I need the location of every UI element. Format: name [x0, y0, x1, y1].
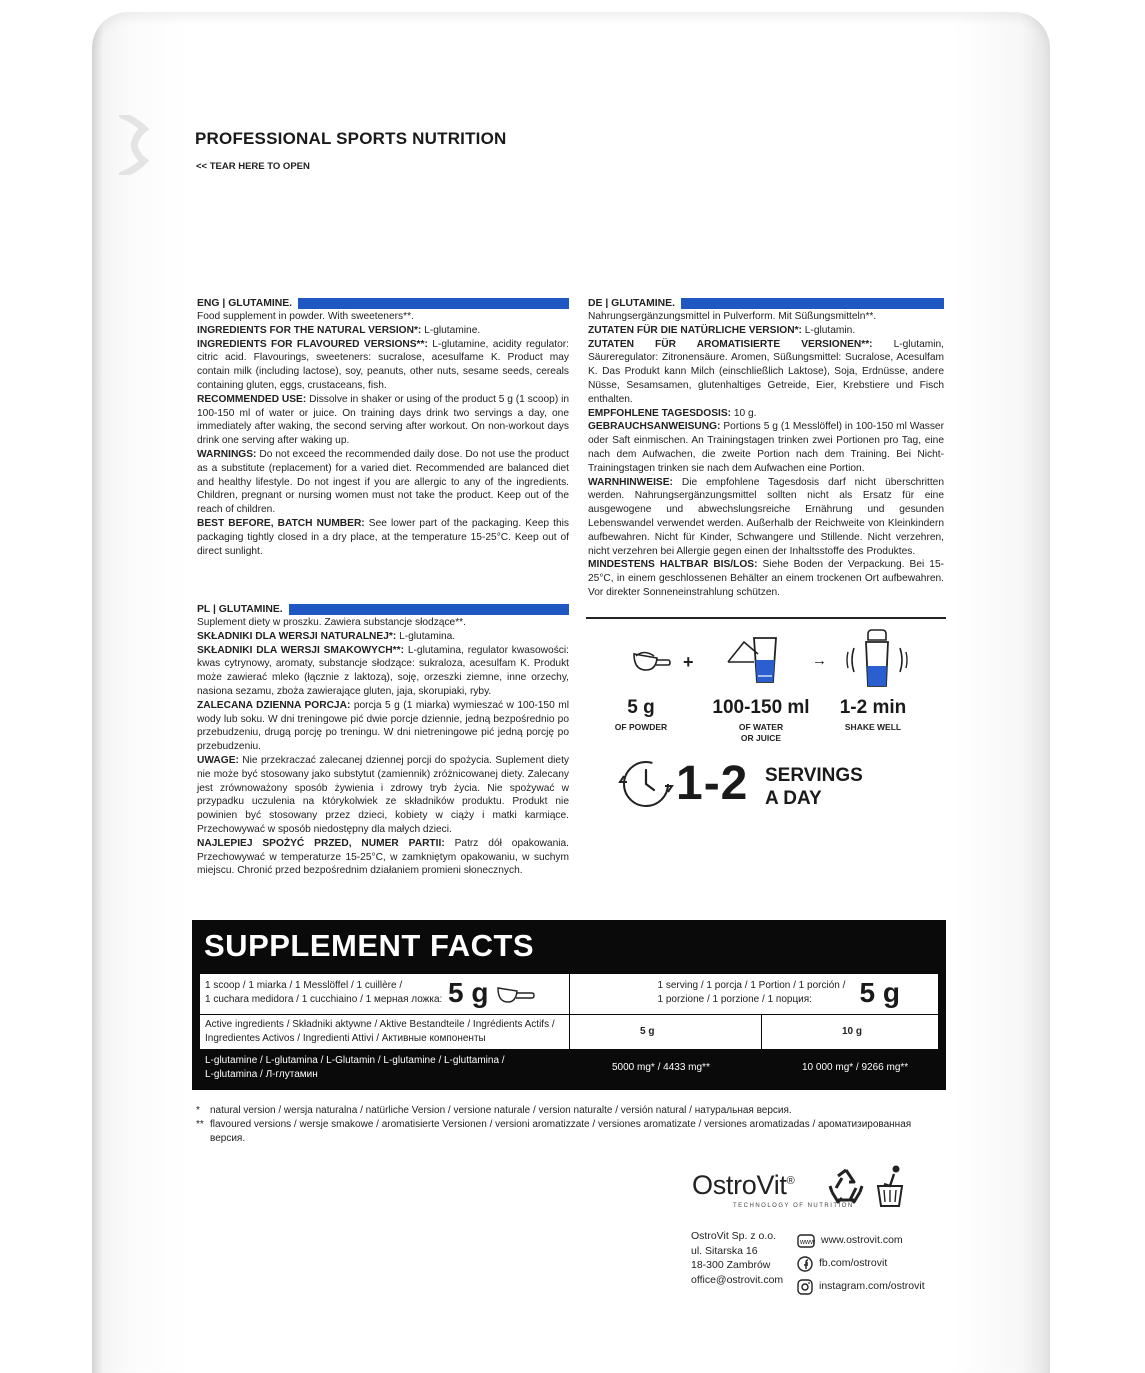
pl-use-label: ZALECANA DZIENNA PORCJA: [197, 699, 351, 711]
accent-bar [298, 298, 569, 309]
pl-best-label: NAJLEPIEJ SPOŻYĆ PRZED, NUMER PARTII: [197, 837, 445, 849]
eng-best-text: See lower part of the packaging. Keep this packaging tightly closed in a dry place, at the temperature 15-25°C. Keep out of direct sunlight. [197, 517, 569, 557]
clock-icon [618, 756, 674, 812]
recycle-icon [826, 1166, 866, 1206]
tear-notch-icon [116, 115, 156, 175]
facebook-row [797, 1252, 925, 1275]
pl-nat-label: SKŁADNIKI DLA WERSJI NATURALNEJ*: [197, 630, 397, 642]
facts-title: SUPPLEMENT FACTS [204, 928, 535, 963]
eng-nat-text: L-glutamine. [421, 324, 481, 336]
bin-icon [872, 1164, 908, 1208]
address-line3: 18-300 Zambrów [691, 1259, 771, 1271]
pl-warn-label: UWAGE: [197, 754, 239, 766]
powder-amount: 5 g [627, 697, 655, 718]
arrow-sign: → [812, 652, 827, 669]
glut-value-daily: 10 000 mg* / 9266 mg** [802, 1062, 909, 1073]
water-caption-line1: OF WATER [738, 722, 784, 732]
eng-warn-label: WARNINGS: [197, 448, 257, 460]
de-best-label: MINDESTENS HALTBAR BIS/LOS: [588, 559, 758, 571]
scoop-line1: 1 scoop / 1 miarka / 1 Messlöffel / 1 cuillère / [205, 980, 403, 991]
accent-bar [289, 604, 569, 615]
servings-line1: SERVINGS [765, 765, 863, 786]
de-fl-label: ZUTATEN FÜR AROMATISIERTE VERSIONEN**: [588, 338, 873, 350]
de-best-text: Siehe Boden der Verpackung. Bei 15-25°C, in einem geschlossenen Behälter an einem trockenen Ort aufbewahren. Vor direkter Sonneneinstrahlung schützen. [588, 559, 944, 598]
de-fl-text: L-glutamin, Säureregulator: Zitronensäure. Aromen, Süßungsmittel: Sucralose, Acesulfam K. Das Produkt kann Milch (einschließlich Laktose), Soja, Erdnüsse, andere Nüsse, Sesamsamen, glutenhaltiges Getreide, Eier, Krebstiere und Fisch enthalten. [588, 338, 944, 405]
pl-use-text: porcja 5 g (1 miarka) wymieszać w 100-150 ml wody lub soku. W dni treningowe pić dwie porcje dziennie, jedną bezpośrednio po przebudzeniu, drugą porcję po treningu. W dni nietreningowe pić jedną porcję po przebudzeniu. [197, 699, 569, 753]
col1-head: 5 g [640, 1026, 655, 1037]
address-line1: OstroVit Sp. z o.o. [691, 1230, 777, 1242]
scoop-value: 5 g [448, 977, 489, 1008]
pl-nat-text: L-glutamina. [396, 630, 456, 642]
serving-value: 5 g [859, 977, 900, 1008]
serving-line2: 1 porzione / 1 porzione / 1 порция: [657, 994, 812, 1005]
pl-fl-label: SKŁADNIKI DLA WERSJI SMAKOWYCH**: [197, 644, 404, 656]
eng-warn-text: Do not exceed the recommended daily dose. Do not use the product as a substitute (replacement) for a varied diet. Recommended are balanced diet and healthy lifestyle. Do not ingest if you are allergic to any of the ingredients. Children, pregnant or nursing women must not take the product. Keep out of the reach of children. [197, 448, 569, 516]
logo-registered: ® [786, 1175, 795, 1187]
eng-heading: ENG | GLUTAMINE. [197, 297, 569, 310]
scoop-icon [630, 644, 672, 678]
servings-text [765, 764, 863, 810]
website-row [797, 1229, 925, 1252]
active-line1: Active ingredients / Składniki aktywne / Aktive Bestandteile / Ingrédients Actifs / [205, 1019, 555, 1030]
water-caption-line2: OR JUICE [740, 733, 782, 743]
eng-intro: Food supplement in powder. With sweeteners**. [197, 311, 414, 322]
active-line2: Ingredientes Activos / Ingredienti Attivi / Активные компоненты [205, 1033, 486, 1044]
de-use-label: GEBRAUCHSANWEISUNG: [588, 421, 721, 433]
glut-value-serving: 5000 mg* / 4433 mg** [612, 1062, 710, 1073]
de-nat-label: ZUTATEN FÜR DIE NATÜRLICHE VERSION*: [588, 324, 802, 336]
plus-sign: + [683, 652, 694, 672]
instagram-icon [797, 1279, 813, 1295]
shake-time: 1-2 min [839, 697, 907, 718]
eng-fl-text: L-glutamine, acidity regulator: citric acid. Flavourings, sweeteners: sucralose, acesulfame K. Product may contain milk (including lactose), soy, peanuts, other nuts, sesame seeds, cereals containing gluten, eggs, crustaceans, fish. [197, 338, 569, 391]
water-caption [726, 722, 796, 744]
de-nat-text: L-glutamin. [801, 324, 856, 336]
footnote-text: natural version / wersja naturalna / natürliche Version / versione naturale / version naturalte / versión natural / натуральная версия. [210, 1105, 792, 1116]
pl-heading: PL | GLUTAMINE. [197, 603, 569, 616]
glut-line1: L-glutamine / L-glutamina / L-Glutamin / L-glutamine / L-gluttamina / [205, 1055, 505, 1066]
de-intro: Nahrungsergänzungsmittel in Pulverform. Mit Süßungsmitteln**. [588, 311, 877, 322]
scoop-small-icon [496, 982, 536, 1006]
pl-section [197, 603, 569, 878]
company-address [691, 1229, 783, 1287]
ostrovit-logo [692, 1170, 794, 1201]
de-section [588, 297, 944, 600]
glut-line2: L-glutamina / Л-глутамин [205, 1069, 318, 1080]
shaker-icon [846, 626, 908, 692]
footnote-star: ** [196, 1119, 204, 1130]
eng-use-label: RECOMMENDED USE: [197, 393, 307, 405]
de-warn-text: Die empfohlene Tagesdosis darf nicht überschritten werden. Nahrungsergänzungsmittel sollten nicht als Ersatz für eine ausgewogene und abwechslungsreiche Ernährung und gesunden Lebenswandel verwendet werden. Außerhalb der Reichweite von Kleinkindern aufbewahren. Nicht für Kinder, Schwangere und Stillende. Nicht verzehren, nicht verzehren bei Allergie gegen einen der Inhaltsstoffe des Produktes. [588, 476, 944, 557]
de-dose-label: EMPFOHLENE TAGESDOSIS: [588, 407, 732, 419]
pl-best-text: Patrz dół opakowania. Przechowywać w temperaturze 15-25°C, w zamkniętym opakowaniu, w suchym miejscu. Chronić przed bezpośrednim działaniem promieni słonecznych. [197, 837, 569, 877]
col2-head: 10 g [842, 1026, 863, 1037]
svg-text:www: www [800, 1238, 815, 1246]
footnote-flavoured [196, 1118, 946, 1146]
logo-text: OstroVit [692, 1170, 787, 1200]
logo-tagline: TECHNOLOGY OF NUTRITION [733, 1203, 854, 1209]
serving-cell [569, 974, 939, 1014]
instagram-row [797, 1275, 925, 1298]
facebook-icon [797, 1256, 813, 1272]
supplement-facts [192, 920, 946, 1090]
serving-line1: 1 serving / 1 porcja / 1 Portion / 1 porción / [657, 980, 846, 991]
servings-number: 1-2 [676, 757, 749, 810]
brand-line: PROFESSIONAL SPORTS NUTRITION [195, 129, 507, 148]
eng-use-text: Dissolve in shaker or using of the product 5 g (1 scoop) in 100-150 ml of water or juice. On training days drink two servings a day, one immediately after waking, the second serving after workout. On non-workout days drink one serving after waking up. [197, 393, 569, 447]
instagram-link: instagram.com/ostrovit [819, 1280, 925, 1292]
email: office@ostrovit.com [691, 1273, 784, 1286]
eng-section [197, 297, 569, 558]
tear-here-label: << TEAR HERE TO OPEN [196, 161, 310, 172]
pl-warn-text: Nie przekraczać zalecanej dziennej porcji do spożycia. Suplement diety nie może być stosowany jako substytut (zamiennik) zróżnicowanej diety. Zalecany jest zrównoważony sposób żywienia i zdrowy tryb życia. Nie spożywać w przypadku uczulenia na którykolwiek ze składników produktu. Produkt nie powinien być stosowany przez dzieci, kobiety w ciąży i matki karmiące. Przechowywać w sposób niedostępny dla małych dzieci. [197, 754, 569, 835]
accent-bar [681, 298, 944, 309]
de-dose-text: 10 g. [731, 407, 757, 419]
footnote-star: * [196, 1105, 200, 1116]
col-divider [761, 1015, 762, 1049]
facts-serving-row [200, 974, 938, 1014]
pl-fl-text: L-glutamina, regulator kwasowości: kwas cytrynowy, aromaty, substancje słodzące: sukraloza, acesulfam K. Produkt może zawierać mleko (łącznie z laktozą), soję, orzeszki ziemne, inne orzechy, nasiona sezamu, zboża zawierające gluten, jaja, skorupiaki, ryby. [197, 644, 569, 697]
servings-line2: A DAY [765, 788, 822, 809]
de-warn-label: WARNHINWEISE: [588, 476, 673, 488]
eng-nat-label: INGREDIENTS FOR THE NATURAL VERSION*: [197, 324, 422, 336]
water-glass-icon [724, 632, 782, 686]
eng-fl-label: INGREDIENTS FOR FLAVOURED VERSIONS**: [197, 338, 428, 350]
col-divider [569, 1015, 570, 1049]
pl-intro: Suplement diety w proszku. Zawiera substancje słodzące**. [197, 617, 466, 628]
footnote-natural [196, 1104, 946, 1118]
divider [586, 617, 946, 619]
footnote-text: flavoured versions / wersje smakowe / aromatisierte Versionen / versioni aromatizzate / versiones aromatizate / versiones aromatizadas / ароматизированная версия. [210, 1119, 912, 1144]
address-line2: ul. Sitarska 16 [691, 1244, 758, 1257]
de-use-text: Portions 5 g (1 Messlöffel) in 100-150 ml Wasser oder Saft einmischen. An Trainingstagen trinken zwei Portionen pro Tag, eine nach dem Aufwachen, die zweite Portion nach dem Training. Bei Nicht-Trainingstagen trinken sie nach dem Aufwachen eine Portion. [588, 421, 944, 474]
footnotes [196, 1104, 946, 1146]
de-heading: DE | GLUTAMINE. [588, 297, 944, 310]
water-amount: 100-150 ml [712, 697, 810, 718]
powder-caption: OF POWDER [614, 722, 668, 732]
shake-caption: SHAKE WELL [844, 722, 902, 732]
scoop-cell [200, 974, 569, 1014]
eng-best-label: BEST BEFORE, BATCH NUMBER: [197, 517, 365, 529]
facebook-link: fb.com/ostrovit [819, 1257, 888, 1269]
company-contacts [797, 1229, 925, 1298]
facts-header-row [200, 1015, 938, 1049]
facts-glutamine-row [200, 1050, 938, 1088]
scoop-line2: 1 cuchara medidora / 1 cucchiaino / 1 мерная ложка: [205, 994, 443, 1005]
website-link: www.ostrovit.com [821, 1234, 903, 1246]
web-icon [797, 1234, 815, 1248]
